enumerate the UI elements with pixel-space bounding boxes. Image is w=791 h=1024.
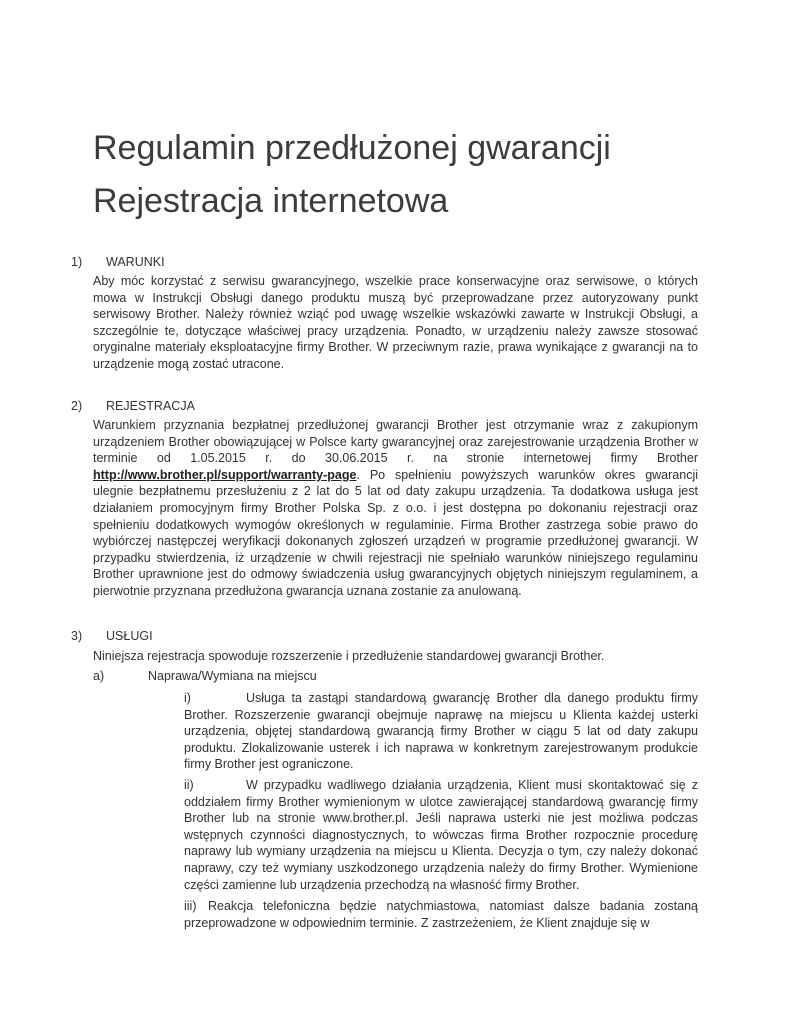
section-body-warunki: Aby móc korzystać z serwisu gwarancyjnego, wszelkie prace konserwacyjne oraz serwisowe, o których mowa w Instrukcji Obsługi danego produktu muszą być przeprowadzane przez autoryzowany punkt serwisowy Brother. Należy również wziąć pod uwagę wszelkie wskazówki zawarte w Instrukcji Obsługi, a szczególnie te, dotyczące właściwej pracy urządzenia. Ponadto, w urządzeniu należy zawsze stosować oryginalne materiały eksploatacyjne firmy Brother. W przeciwnym razie, prawa wynikające z gwarancji na to urządzenie mogą zostać utracone. <box>93 274 698 371</box>
section-body-rejestracja <box>93 417 698 600</box>
list-item-ii <box>184 777 698 893</box>
warranty-page-link[interactable]: http://www.brother.pl/support/warranty-page <box>93 467 357 482</box>
list-item-iii <box>184 898 698 931</box>
section-heading-uslugi: USŁUGI <box>106 629 153 643</box>
list-item-numeral: i) <box>184 691 191 705</box>
list-item-numeral: iii) <box>184 899 197 913</box>
document-title-line-2: Rejestracja internetowa <box>93 182 449 220</box>
section-heading-rejestracja: REJESTRACJA <box>106 399 195 413</box>
section-heading-warunki: WARUNKI <box>106 255 165 269</box>
rejestracja-text-after-link: . Po spełnieniu powyższych warunków okres gwarancji ulegnie bezpłatnemu przesłużeniu z 2 lat do 5 lat od daty zakupu urządzenia. Ta dodatkowa usługa jest działaniem promocyjnym firmy Brother Polska Sp. z o.o. i jest dostępna po dokonaniu rejestracji oraz spełnieniu dodatkowych wymogów określonych w regulaminie. Firma Brother zastrzega sobie prawo do wybiórczej następczej weryfikacji dokonanych zgłoszeń urządzeń w programie przedłużonej gwarancji. W przypadku stwierdzenia, iż urządzenie w chwili rejestracji nie spełniało warunków niniejszego regulaminu Brother uprawnione jest do odmowy świadczenia usług gwarancyjnych objętych niniejszym regulaminem, a pierwotnie przyznana przedłużona gwarancja uznana zostanie za anulowaną. <box>93 467 698 598</box>
list-item-text: W przypadku wadliwego działania urządzenia, Klient musi skontaktować się z oddziałem firmy Brother wymienionym w ulotce zawierającej standardową gwarancję firmy Brother lub na stronie www.brother.pl. Jeśli naprawa usterki nie jest możliwa podczas wstępnych czynności diagnostycznych, to wówczas firma Brother rozpocznie procedurę naprawy lub wymiany urządzenia na miejscu u Klienta. Decyzja o tym, czy należy dokonać naprawy, czy też wymiany uszkodzonego urządzenia należy do firmy Brother. Wymienione części zamienne lub urządzenia przechodzą na własność firmy Brother. <box>184 778 698 892</box>
list-item-text: Reakcja telefoniczna będzie natychmiastowa, natomiast dalsze badania zostaną przeprowadzone w odpowiednim terminie. Z zastrzeżeniem, że Klient znajduje się w <box>184 899 698 930</box>
section-number: 2) <box>71 399 83 413</box>
section-number: 1) <box>71 255 83 269</box>
list-item-text: Usługa ta zastąpi standardową gwarancję Brother dla danego produktu firmy Brother. Rozszerzenie gwarancji obejmuje naprawę na miejscu u Klienta każdej usterki urządzenia, objętej standardową gwarancją firmy Brother w ciągu 5 lat od daty zakupu produktu. Zlokalizowanie usterek i ich naprawa w konkretnym zarejestrowanym produkcie firmy Brother jest ograniczone. <box>184 691 698 772</box>
subsection-label: Naprawa/Wymiana na miejscu <box>148 669 317 683</box>
rejestracja-text-before-link: Warunkiem przyznania bezpłatnej przedłużonej gwarancji Brother jest otrzymanie wraz z zakupionym urządzeniem Brother obowiązującej w Polsce karty gwarancyjnej oraz zarejestrowanie urządzenia Brother w terminie od 1.05.2015 r. do 30.06.2015 r. na stronie internetowej firmy Brother <box>93 418 698 466</box>
section-body-uslugi: Niniejsza rejestracja spowoduje rozszerzenie i przedłużenie standardowej gwarancji Brother. <box>93 649 605 663</box>
list-item-numeral: ii) <box>184 778 194 792</box>
subsection-letter: a) <box>93 669 105 683</box>
list-item-i <box>184 690 698 773</box>
section-number: 3) <box>71 629 83 643</box>
document-title-line-1: Regulamin przedłużonej gwarancji <box>93 129 611 167</box>
